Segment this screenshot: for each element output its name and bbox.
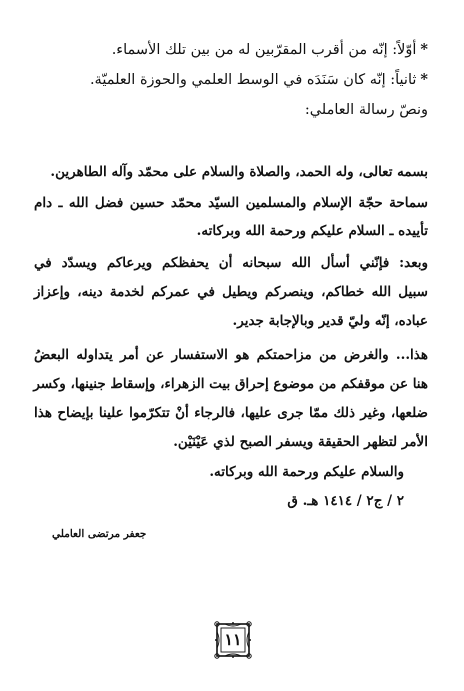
point-one bbox=[34, 39, 428, 61]
letter-date: ٢ / ج٢ / ١٤١٤ هـ. ق bbox=[287, 493, 404, 509]
letter-paragraph-1-line-1: وبعد: فإنّني أسأل الله سبحانه أن يحفظكم ويرعاكم ويسدّد في bbox=[34, 255, 428, 271]
bullet-star: * bbox=[420, 41, 428, 58]
letter-paragraph-1-line-2: سبيل الله خطاكم، وينصركم ويطيل في عمركم لخدمة دينه، وإعزاز bbox=[34, 284, 428, 300]
point-two bbox=[34, 69, 428, 91]
letter-closing: والسلام عليكم ورحمة الله وبركاته. bbox=[209, 464, 404, 480]
letter-paragraph-2-line-3: ضلعها، وغير ذلك ممّا جرى عليها، فالرجاء أنْ تتكرّموا علينا بإيضاح هذا bbox=[34, 405, 428, 421]
letter-paragraph-1-line-3: عباده، إنّه وليّ قدير وبالإجابة جدير. bbox=[232, 313, 428, 329]
point-one-text: أوّلاً: إنّه من أقرب المقرّبين له من بين تلك الأسماء. bbox=[111, 42, 417, 58]
page-number: ١١ bbox=[224, 630, 242, 649]
letter-signature: جعفر مرتضى العاملي bbox=[52, 528, 147, 540]
bullet-star: * bbox=[420, 71, 428, 88]
letter-intro: ونصّ رسالة العاملي: bbox=[304, 102, 428, 118]
letter-paragraph-2-line-1: هذا... والغرض من مزاحمتكم هو الاستفسار عن أمر يتداوله البعضُ bbox=[34, 347, 428, 363]
letter-basmala: بسمه تعالى، وله الحمد، والصلاة والسلام على محمّد وآله الطاهرين. bbox=[50, 164, 428, 180]
letter-address-line-2: تأييده ـ السلام عليكم ورحمة الله وبركاته. bbox=[196, 223, 428, 239]
point-two-text: ثانياً: إنّه كان سَنَدَه في الوسط العلمي والحوزة العلميّة. bbox=[89, 72, 417, 88]
letter-paragraph-2-line-4: الأمر لتظهر الحقيقة ويسفر الصبح لذي عَيْنَيْن. bbox=[173, 434, 428, 450]
letter-address-line-1: سماحة حجّة الإسلام والمسلمين السيّد محمّد حسين فضل الله ـ دام bbox=[34, 195, 428, 211]
letter-paragraph-2-line-2: هنا عن موقفكم من موضوع إحراق بيت الزهراء، وإسقاط جنينها، وكسر bbox=[33, 376, 428, 392]
page-number-ornament bbox=[213, 620, 253, 660]
